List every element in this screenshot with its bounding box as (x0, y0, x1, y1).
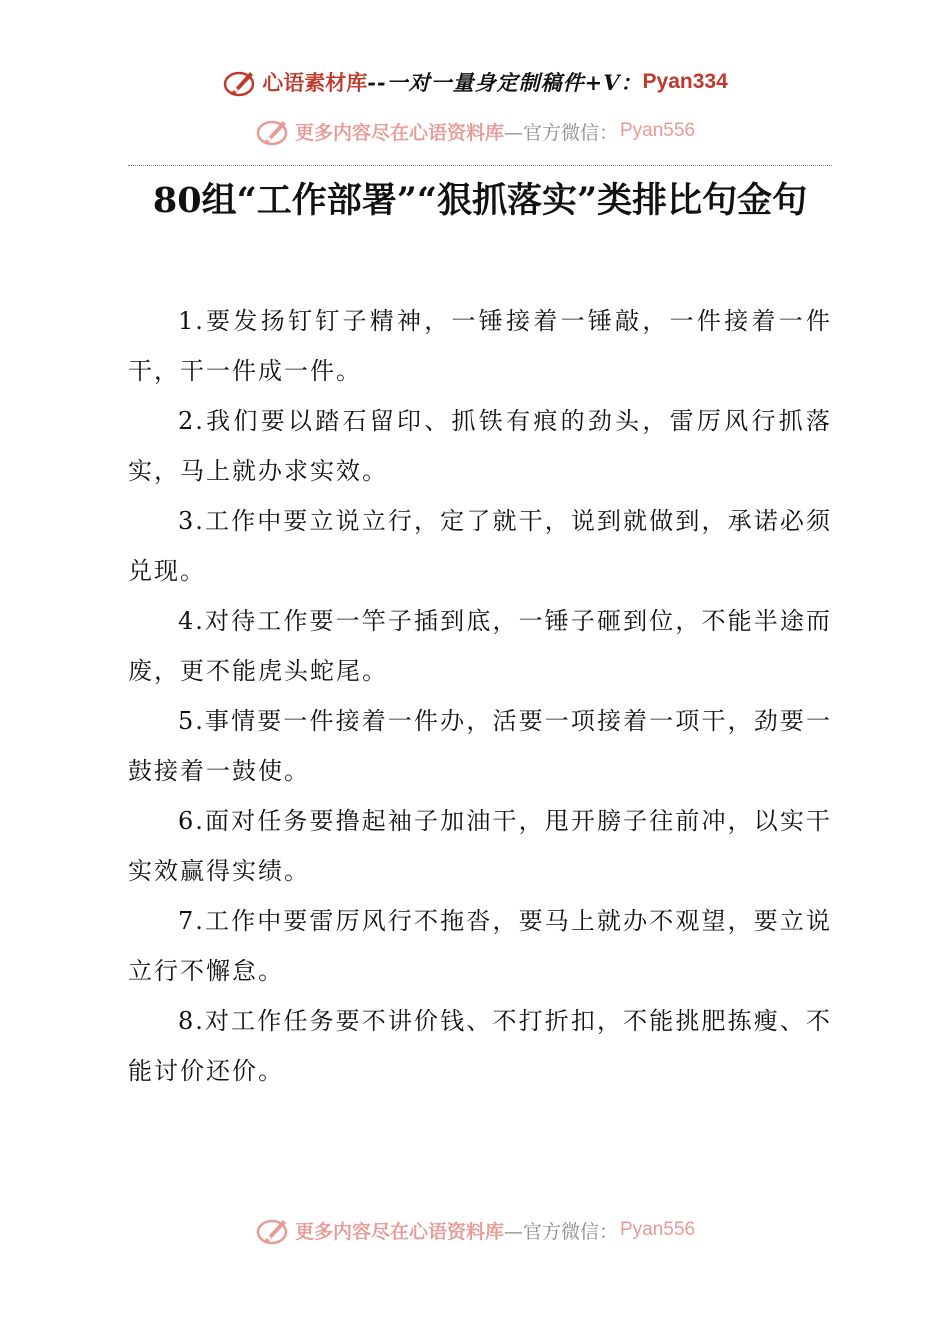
header-brand: 心语素材库 (262, 70, 368, 95)
watermark-top (0, 113, 950, 149)
watermark-bottom (0, 1212, 950, 1248)
header-contact: Pyan334 (642, 70, 728, 93)
watermark-brand: 更多内容尽在心语资料库 (294, 121, 504, 144)
list-item: 1.要发扬钉钉子精神，一锤接着一锤敲，一件接着一件干，干一件成一件。 (128, 307, 832, 385)
list-item: 7.工作中要雷厉风行不拖沓，要马上就办不观望，要立说立行不懈怠。 (128, 907, 832, 985)
watermark-brand: 更多内容尽在心语资料库 (294, 1220, 504, 1243)
watermark-separator: —官方微信： (503, 121, 618, 144)
list-item: 3.工作中要立说立行，定了就干，说到就做到，承诺必须兑现。 (128, 507, 832, 585)
document-body (128, 296, 832, 1096)
list-item: 6.面对任务要撸起袖子加油干，甩开膀子往前冲，以实干实效赢得实绩。 (128, 807, 832, 885)
list-item: 4.对待工作要一竿子插到底，一锤子砸到位，不能半途而废，更不能虎头蛇尾。 (128, 607, 832, 685)
watermark-contact: Pyan556 (620, 120, 696, 141)
pen-nib-logo-icon (255, 1214, 293, 1246)
header-separator: -- (367, 69, 387, 95)
pen-nib-logo-icon (222, 66, 260, 98)
watermark-contact: Pyan556 (620, 1219, 696, 1240)
list-item: 5.事情要一件接着一件办，活要一项接着一项干，劲要一鼓接着一鼓使。 (128, 707, 832, 785)
header-tagline: 一对一量身定制稿件+V： (386, 70, 643, 95)
header-divider (128, 165, 832, 166)
list-item: 2.我们要以踏石留印、抓铁有痕的劲头，雷厉风行抓落实，马上就办求实效。 (128, 407, 832, 485)
document-title: 80组“工作部署”“狠抓落实”类排比句金句 (152, 180, 808, 221)
list-item: 8.对工作任务要不讲价钱、不打折扣，不能挑肥拣瘦、不能讨价还价。 (128, 1007, 832, 1085)
header-banner (0, 64, 950, 100)
pen-nib-logo-icon (255, 115, 293, 147)
watermark-separator: —官方微信： (503, 1220, 618, 1243)
